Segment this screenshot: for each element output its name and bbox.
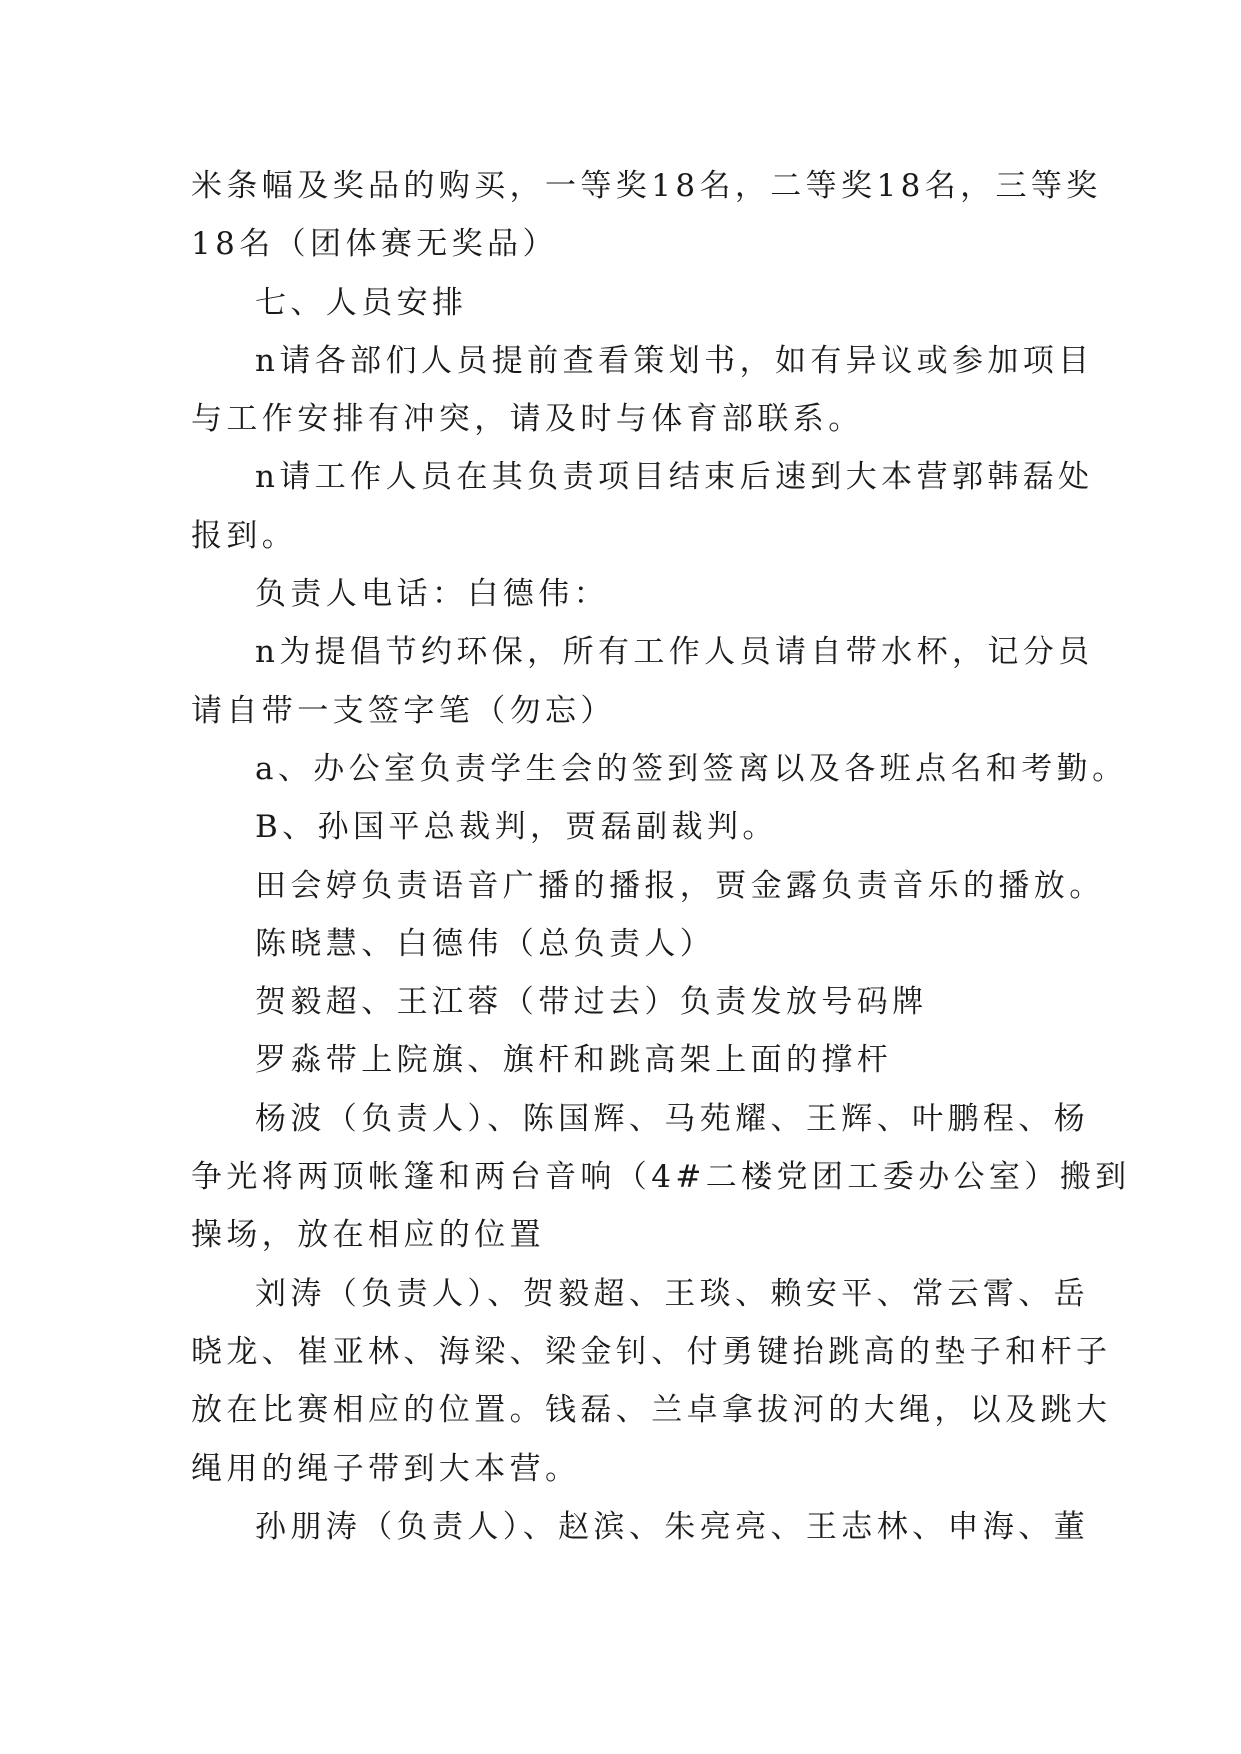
text-line: 争光将两顶帐篷和两台音响（4#二楼党团工委办公室）搬到 — [191, 1159, 1131, 1196]
text-line: 与工作安排有冲突，请及时与体育部联系。 — [191, 401, 864, 438]
text-line: 绳用的绳子带到大本营。 — [191, 1450, 581, 1487]
text-line: 18名（团体赛无奖品） — [191, 226, 558, 263]
text-line: 刘涛（负责人）、贺毅超、王琰、赖安平、常云霄、岳 — [255, 1275, 1090, 1312]
text-line: n为提倡节约环保，所有工作人员请自带水杯，记分员 — [255, 634, 1094, 671]
text-line: 杨波（负责人）、陈国辉、马苑耀、王辉、叶鹏程、杨 — [255, 1100, 1090, 1137]
text-line: n请工作人员在其负责项目结束后速到大本营郭韩磊处 — [255, 459, 1094, 496]
text-line: B、孙国平总裁判，贾磊副裁判。 — [255, 809, 778, 846]
document-body — [191, 157, 1131, 1556]
text-line: 贺毅超、王江蓉（带过去）负责发放号码牌 — [255, 984, 928, 1021]
text-line: 请自带一支签字笔（勿忘） — [191, 692, 616, 729]
text-line: 陈晓慧、白德伟（总负责人） — [255, 925, 716, 962]
text-line: 负责人电话：白德伟： — [255, 576, 609, 613]
text-line: 罗淼带上院旗、旗杆和跳高架上面的撑杆 — [255, 1042, 893, 1079]
text-line: 报到。 — [191, 517, 298, 554]
text-line: 孙朋涛（负责人）、赵滨、朱亮亮、王志林、申海、董 — [255, 1508, 1090, 1545]
text-line: 操场，放在相应的位置 — [191, 1217, 545, 1254]
text-line: 晓龙、崔亚林、海梁、梁金钊、付勇键抬跳高的垫子和杆子 — [191, 1333, 1112, 1370]
text-line: n请各部们人员提前查看策划书，如有异议或参加项目 — [255, 342, 1094, 379]
text-line: 田会婷负责语音广播的播报，贾金露负责音乐的播放。 — [255, 867, 1105, 904]
text-line: 放在比赛相应的位置。钱磊、兰卓拿拔河的大绳，以及跳大 — [191, 1392, 1112, 1429]
section-heading: 七、人员安排 — [255, 284, 468, 321]
text-line: a、办公室负责学生会的签到签离以及各班点名和考勤。 — [255, 750, 1128, 787]
text-line: 米条幅及奖品的购买，一等奖18名，二等奖18名，三等奖 — [191, 168, 1102, 204]
